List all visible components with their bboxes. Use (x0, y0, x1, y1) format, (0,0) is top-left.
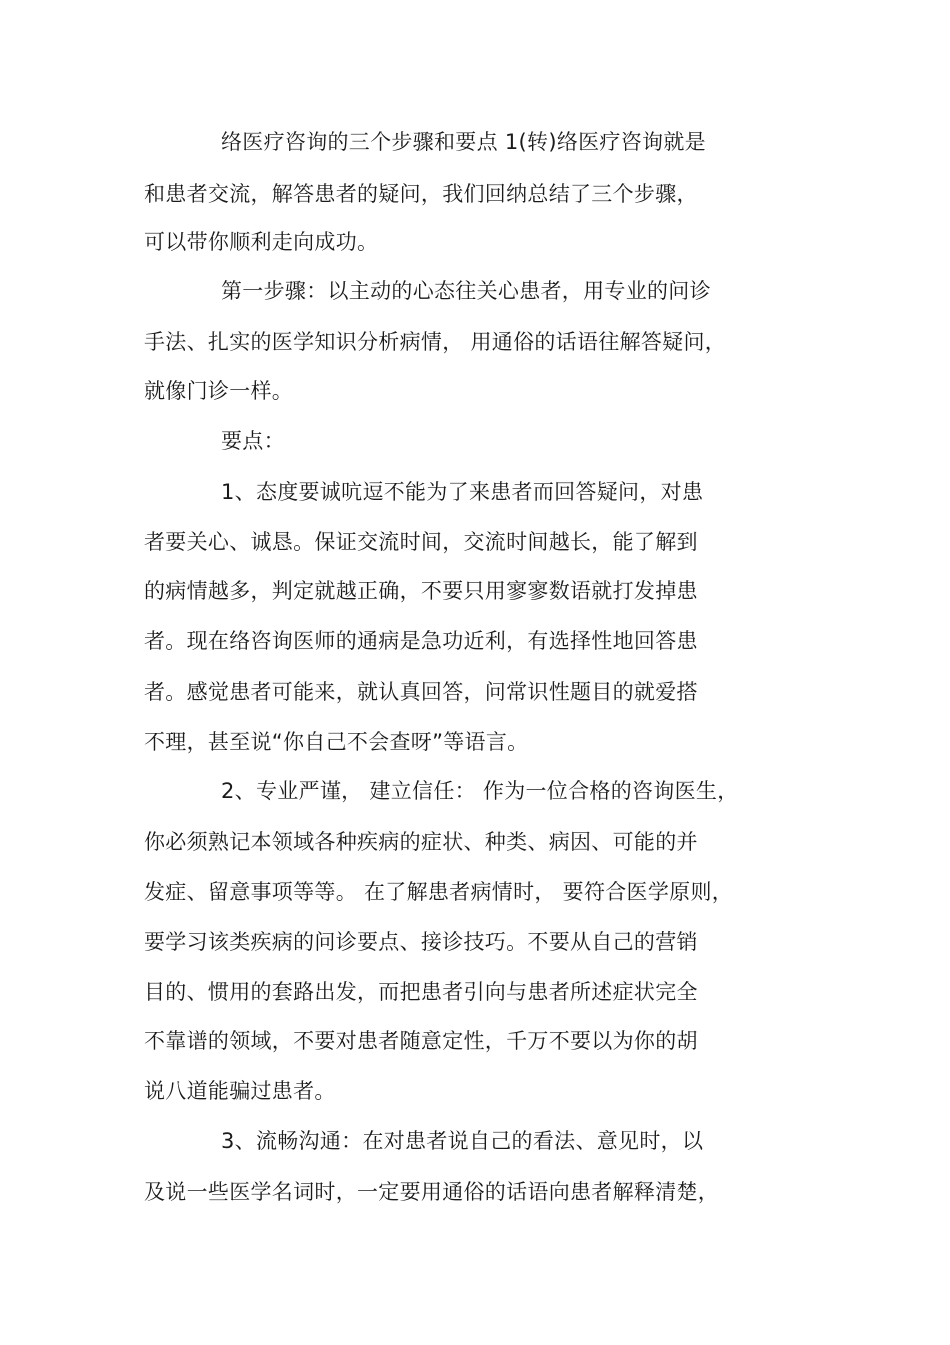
text-line: 者。感觉患者可能来，就认真回答，问常识性题目的就爱搭 (144, 680, 698, 704)
text-line: 和患者交流，解答患者的疑问，我们回纳总结了三个步骤， (144, 182, 698, 206)
text-line: 络医疗咨询的三个步骤和要点 1(转)络医疗咨询就是 (221, 130, 706, 154)
text-line: 1、态度要诚吭逗不能为了来患者而回答疑问，对患 (221, 480, 704, 504)
text-line: 你必须熟记本领域各种疾病的症状、种类、病因、可能的并 (144, 830, 698, 854)
text-line: 可以带你顺利走向成功。 (144, 230, 379, 254)
text-line: 就像门诊一样。 (144, 379, 294, 403)
text-line: 3、流畅沟通：在对患者说自己的看法、意见时，以 (221, 1129, 704, 1153)
text-line: 不靠谱的领域，不要对患者随意定性，千万不要以为你的胡 (144, 1029, 698, 1053)
text-line: 第一步骤：以主动的心态往关心患者，用专业的问诊 (221, 279, 711, 303)
text-line: 目的、惯用的套路出发，而把患者引向与患者所述症状完全 (144, 980, 698, 1004)
text-line: 者要关心、诚恳。保证交流时间，交流时间越长，能了解到 (144, 530, 698, 554)
text-line: 的病情越多，判定就越正确，不要只用寥寥数语就打发掉患 (144, 579, 698, 603)
text-line: 说八道能骗过患者。 (144, 1079, 336, 1103)
text-line: 不理，甚至说“你自己不会查呀”等语言。 (144, 730, 529, 754)
text-line: 要学习该类疾病的问诊要点、接诊技巧。不要从自己的营销 (144, 930, 698, 954)
text-line: 2、专业严谨， 建立信任： 作为一位合格的咨询医生， (221, 779, 739, 803)
text-line: 手法、扎实的医学知识分析病情， 用通俗的话语往解答疑问， (144, 330, 727, 354)
text-line: 者。现在络咨询医师的通病是急功近利，有选择性地回答患 (144, 629, 698, 653)
section-heading: 要点： (221, 429, 285, 453)
text-line: 及说一些医学名词时，一定要用通俗的话语向患者解释清楚， (144, 1180, 720, 1204)
text-line: 发症、留意事项等等。 在了解患者病情时， 要符合医学原则， (144, 880, 734, 904)
